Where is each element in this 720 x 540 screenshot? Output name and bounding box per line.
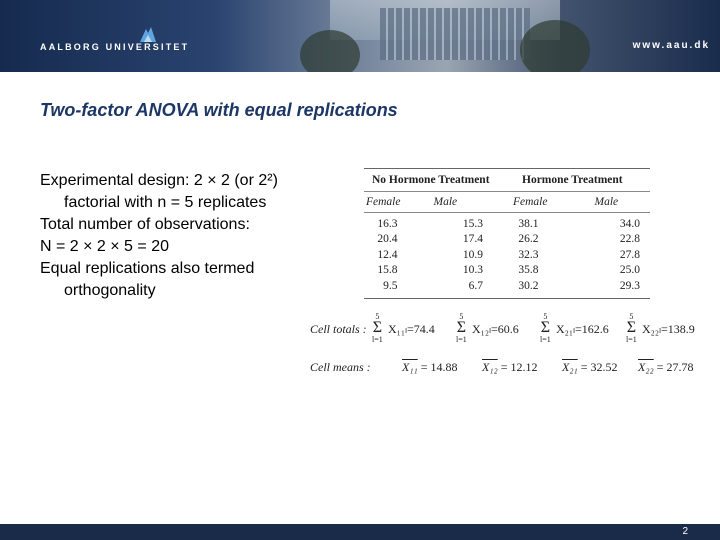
cell-means-label: Cell means : — [310, 360, 371, 374]
cell-mean-item: X₂₁ = 32.52 — [562, 360, 618, 374]
bullet-line: Total number of observations: — [40, 216, 250, 233]
table-cell: 27.8 — [619, 248, 640, 261]
table-cell: 38.1 — [518, 217, 539, 230]
table-cell: 34.0 — [619, 217, 640, 230]
university-name: AALBORG UNIVERSITET — [40, 42, 190, 52]
cell-means-formula — [310, 358, 710, 378]
table-cell: 22.8 — [619, 233, 640, 246]
cell-totals-label: Cell totals : — [310, 322, 367, 336]
table-cell: 15.3 — [462, 217, 483, 230]
table-cell: 30.2 — [518, 279, 539, 292]
group-header-hormone: Hormone Treatment — [522, 174, 623, 186]
subheader-cell: Male — [594, 196, 619, 208]
page-number: 2 — [682, 526, 688, 537]
bullet-line: N = 2 × 2 × 5 = 20 — [40, 238, 169, 255]
table-group-header — [364, 169, 650, 191]
group-header-no-hormone: No Hormone Treatment — [372, 174, 490, 186]
bullet-line: orthogonality — [64, 282, 156, 299]
bullet-line: Experimental design: 2 × 2 (or 2²) — [40, 172, 278, 189]
summation-symbol: 5 Σ l=1 — [626, 312, 637, 344]
subheader-cell: Female — [513, 196, 548, 208]
table-cell: 6.7 — [468, 279, 483, 292]
cell-mean-item: X₁₁ = 14.88 — [402, 360, 458, 374]
university-url[interactable]: www.aau.dk — [632, 40, 710, 51]
table-cell: 35.8 — [518, 264, 539, 277]
footer-bar — [0, 524, 720, 540]
table-cell: 17.4 — [462, 233, 483, 246]
cell-totals-formula — [310, 312, 710, 348]
table-row — [364, 216, 650, 232]
banner-tree — [300, 30, 360, 72]
table-cell: 20.4 — [377, 233, 398, 246]
subheader-cell: Male — [433, 196, 458, 208]
banner-tree — [520, 20, 590, 72]
table-row — [364, 278, 650, 294]
table-cell: 10.3 — [462, 264, 483, 277]
cell-total-item: X₁₁ₗ=74.4 — [388, 322, 435, 336]
table-cell: 10.9 — [462, 248, 483, 261]
cell-total-item: X₁₂ₗ=60.6 — [472, 322, 519, 336]
bullet-line: factorial with n = 5 replicates — [64, 194, 267, 211]
table-cell: 12.4 — [377, 248, 398, 261]
table-cell: 25.0 — [619, 264, 640, 277]
cell-mean-item: X₂₂ = 27.78 — [638, 360, 694, 374]
summation-symbol: 5 Σ l=1 — [456, 312, 467, 344]
summation-symbol: 5 Σ l=1 — [540, 312, 551, 344]
table-cell: 9.5 — [383, 279, 398, 292]
subheader-cell: Female — [366, 196, 401, 208]
cell-mean-item: X₁₂ = 12.12 — [482, 360, 538, 374]
cell-total-item: X₂₁ₗ=162.6 — [556, 322, 609, 336]
table-cell: 32.3 — [518, 248, 539, 261]
slide-body — [40, 170, 308, 302]
table-cell: 29.3 — [619, 279, 640, 292]
table-cell: 26.2 — [518, 233, 539, 246]
table-row — [364, 263, 650, 279]
table-cell: 15.8 — [377, 264, 398, 277]
cell-total-item: X₂₂ₗ=138.9 — [642, 322, 695, 336]
data-table — [364, 168, 650, 299]
table-row — [364, 247, 650, 263]
table-row — [364, 232, 650, 248]
summation-symbol: 5 Σ l=1 — [372, 312, 383, 344]
table-subheader-row — [364, 192, 650, 212]
banner-building-image — [380, 8, 530, 60]
header-banner — [0, 0, 720, 72]
slide-title: Two-factor ANOVA with equal replications — [40, 100, 398, 120]
table-cell: 16.3 — [377, 217, 398, 230]
bullet-line: Equal replications also termed — [40, 260, 255, 277]
